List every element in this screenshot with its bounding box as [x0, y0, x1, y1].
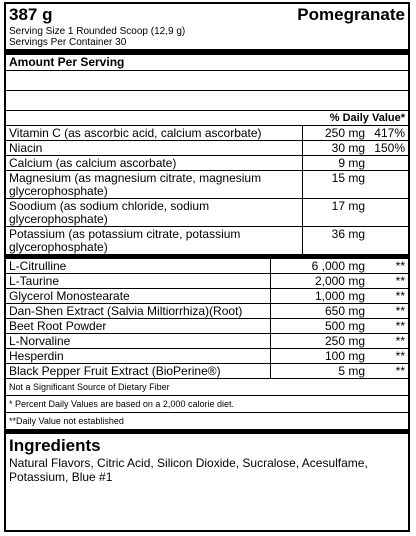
- daily-value-header-text: % Daily Value*: [329, 112, 405, 124]
- ingredient-name: Hesperdin: [9, 349, 64, 363]
- nutrient-dv: 150%: [374, 141, 405, 155]
- table-row: [6, 319, 408, 334]
- table-row: [6, 227, 408, 255]
- daily-value-header: [6, 111, 408, 126]
- ingredient-dv: **: [395, 334, 405, 348]
- ingredient-amount: 2,000 mg: [270, 274, 369, 288]
- table-row: [6, 274, 408, 289]
- label-header: [9, 4, 405, 26]
- ingredient-amount: 250 mg: [270, 334, 369, 348]
- nutrient-amount: 250 mg: [302, 126, 369, 140]
- table-row: [6, 334, 408, 349]
- nutrient-name: Niacin: [9, 141, 43, 155]
- nutrient-dv: [369, 156, 408, 170]
- ingredient-amount: 5 mg: [270, 364, 369, 378]
- flavor-name: Pomegranate: [297, 5, 405, 24]
- table-row: [6, 289, 408, 304]
- table-row: [6, 259, 408, 274]
- nutrient-dv: 417%: [374, 126, 405, 140]
- ingredient-name: L-Taurine: [9, 274, 60, 288]
- table-row: [6, 364, 408, 379]
- amount-per-serving: Amount Per Serving: [6, 55, 408, 71]
- table-row: [6, 304, 408, 319]
- ingredient-dv: **: [395, 259, 405, 273]
- ingredient-name: Black Pepper Fruit Extract (BioPerine®): [9, 364, 221, 378]
- ingredients-text: Natural Flavors, Citric Acid, Silicon Dioxide, Sucralose, Acesulfame, Potassium, Blue #1: [9, 456, 368, 484]
- ingredient-name: Glycerol Monostearate: [9, 289, 130, 303]
- nutrient-name: Calcium (as calcium ascorbate): [9, 156, 177, 170]
- ingredient-name: Dan-Shen Extract (Salvia Miltiorrhiza)(Root): [9, 304, 243, 318]
- footnote-daily-values: * Percent Daily Values are based on a 2,000 calorie diet.: [6, 396, 408, 413]
- nutrient-amount: 17 mg: [302, 199, 369, 226]
- ingredient-amount: 6 ,000 mg: [270, 259, 369, 273]
- ingredient-amount: 500 mg: [270, 319, 369, 333]
- ingredient-dv: **: [395, 304, 405, 318]
- nutrient-name: Vitamin C (as ascorbic acid, calcium ascorbate): [9, 126, 262, 140]
- table-row: [6, 349, 408, 364]
- ingredient-amount: 650 mg: [270, 304, 369, 318]
- ingredient-amount: 1,000 mg: [270, 289, 369, 303]
- ingredient-dv: **: [395, 319, 405, 333]
- nutrient-amount: 9 mg: [302, 156, 369, 170]
- footnote-fiber: Not a Significant Source of Dietary Fiber: [6, 379, 408, 396]
- ingredient-name: Beet Root Powder: [9, 319, 107, 333]
- table-row: [6, 141, 408, 156]
- ingredient-dv: **: [395, 289, 405, 303]
- serving-size: Serving Size 1 Rounded Scoop (12,9 g): [9, 26, 186, 37]
- blank-row: [6, 71, 408, 91]
- ingredient-dv: **: [395, 274, 405, 288]
- ingredient-dv: **: [395, 364, 405, 378]
- blend-table: [9, 259, 405, 379]
- ingredient-dv: **: [395, 349, 405, 363]
- nutrient-dv: [369, 227, 408, 254]
- table-row: [6, 126, 408, 141]
- servings-per-container: Servings Per Container 30: [9, 37, 127, 48]
- table-row: [6, 156, 408, 171]
- nutrient-name: Soodium (as sodium chloride, sodium glycerophosphate): [9, 199, 210, 226]
- nutrient-amount: 36 mg: [302, 227, 369, 254]
- ingredient-name: L-Norvaline: [9, 334, 71, 348]
- footnote-not-established: **Daily Value not established: [6, 413, 408, 430]
- nutrient-amount: 30 mg: [302, 141, 369, 155]
- nutrient-dv: [369, 171, 408, 198]
- nutrient-name: Potassium (as potassium citrate, potassium glycerophosphate): [9, 227, 241, 254]
- nutrient-name: Magnesium (as magnesium citrate, magnesium glycerophosphate): [9, 171, 262, 198]
- ingredient-amount: 100 mg: [270, 349, 369, 363]
- vitamins-table: [9, 126, 405, 255]
- supplement-facts-panel: [4, 2, 410, 532]
- nutrient-dv: [369, 199, 408, 226]
- table-row: [6, 171, 408, 199]
- divider-mid: [6, 430, 408, 434]
- ingredients-title: Ingredients: [9, 436, 101, 455]
- ingredient-name: L-Citrulline: [9, 259, 67, 273]
- table-row: [6, 199, 408, 227]
- blank-row: [6, 91, 408, 111]
- net-weight: 387 g: [9, 5, 53, 24]
- nutrient-amount: 15 mg: [302, 171, 369, 198]
